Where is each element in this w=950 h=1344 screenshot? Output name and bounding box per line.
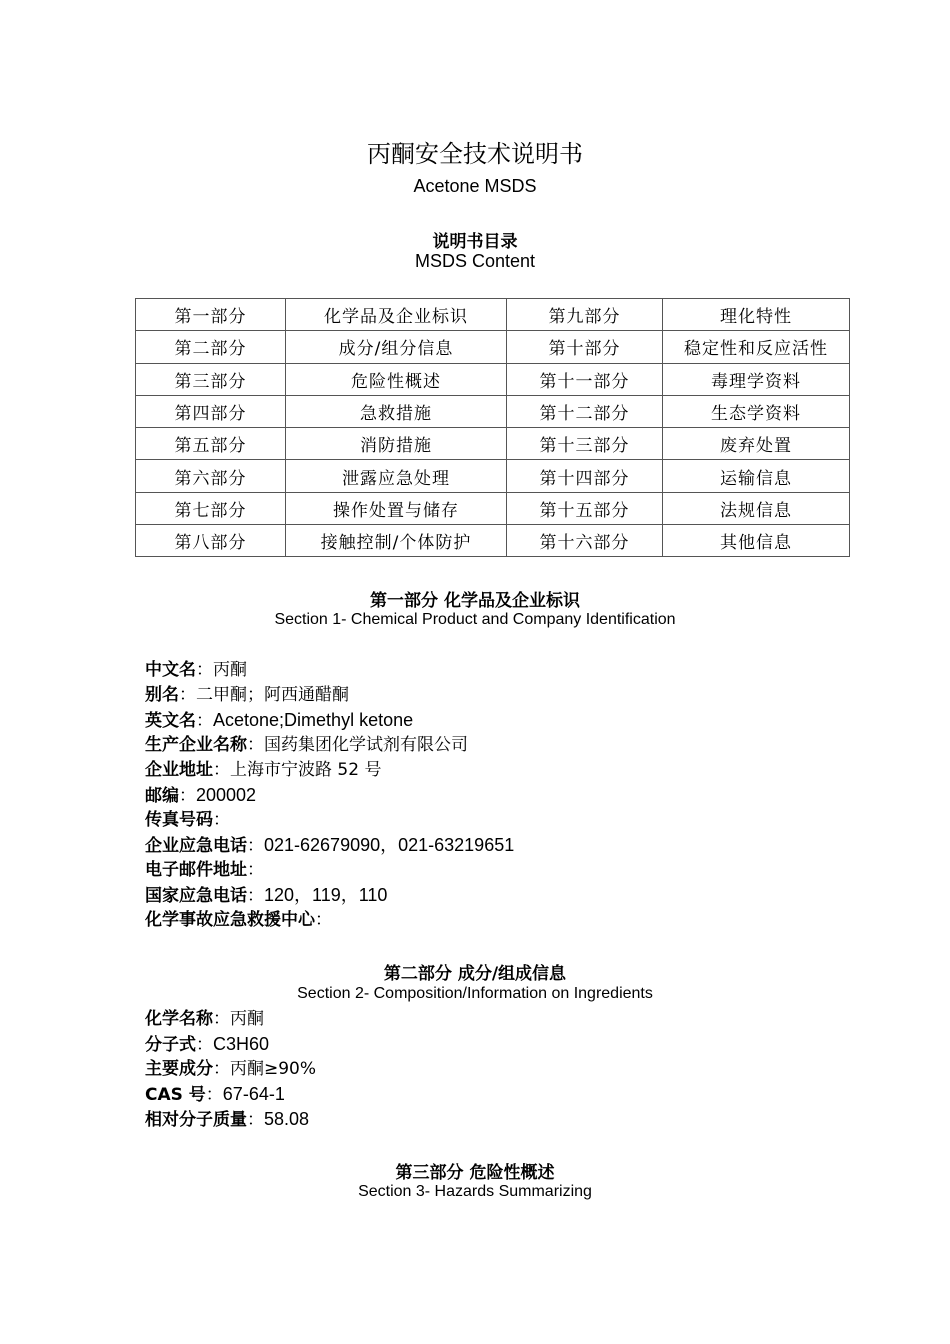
field-label: 企业应急电话 bbox=[145, 836, 247, 856]
toc-row bbox=[136, 299, 850, 331]
field-separator: ： bbox=[247, 860, 264, 880]
toc-row bbox=[136, 492, 850, 524]
field-value: 丙酮 bbox=[213, 660, 247, 680]
field-separator: ： bbox=[179, 685, 196, 705]
toc-row bbox=[136, 363, 850, 395]
field-separator: ： bbox=[205, 1085, 223, 1105]
field-separator: ： bbox=[179, 786, 196, 806]
field-separator: ： bbox=[213, 810, 230, 830]
field-label: 邮编 bbox=[145, 786, 179, 806]
toc-cell: 第十六部分 bbox=[507, 525, 663, 557]
section-2-title: 第二部分 成分/组成信息 bbox=[383, 964, 567, 984]
toc-row bbox=[136, 331, 850, 363]
toc-cell: 法规信息 bbox=[663, 492, 850, 524]
toc-cell: 第四部分 bbox=[136, 395, 286, 427]
field-value: 国药集团化学试剂有限公司 bbox=[264, 735, 468, 755]
field-separator: ： bbox=[315, 910, 332, 930]
field-row bbox=[145, 708, 514, 733]
field-label: 电子邮件地址 bbox=[145, 860, 247, 880]
toc-cell: 第十五部分 bbox=[507, 492, 663, 524]
section-3-title: 第三部分 危险性概述 bbox=[395, 1163, 555, 1183]
toc-cell: 其他信息 bbox=[663, 525, 850, 557]
toc-cell: 稳定性和反应活性 bbox=[663, 331, 850, 363]
toc-table bbox=[135, 298, 850, 557]
toc-cell: 消防措施 bbox=[286, 428, 507, 460]
field-row bbox=[145, 1107, 316, 1132]
toc-row bbox=[136, 428, 850, 460]
toc-cell: 生态学资料 bbox=[663, 395, 850, 427]
field-label: 主要成分 bbox=[145, 1059, 213, 1079]
field-label: 相对分子质量 bbox=[145, 1110, 247, 1130]
field-row bbox=[145, 1082, 316, 1107]
field-separator: ： bbox=[213, 1009, 230, 1029]
field-separator: ： bbox=[196, 660, 213, 680]
field-label: 化学名称 bbox=[145, 1009, 213, 1029]
toc-cell: 第十一部分 bbox=[507, 363, 663, 395]
field-row bbox=[145, 1057, 316, 1082]
toc-cell: 第九部分 bbox=[507, 299, 663, 331]
section-2-fields bbox=[145, 1007, 316, 1132]
field-separator: ： bbox=[247, 1110, 264, 1130]
field-separator: ： bbox=[247, 735, 264, 755]
field-value: 丙酮 bbox=[230, 1009, 264, 1029]
field-label: 分子式 bbox=[145, 1035, 196, 1055]
field-separator: ： bbox=[196, 1035, 213, 1055]
field-value: 上海市宁波路 52 号 bbox=[230, 760, 382, 780]
field-value: 58.08 bbox=[264, 1109, 310, 1129]
field-label: 化学事故应急救援中心 bbox=[145, 910, 315, 930]
field-label: 生产企业名称 bbox=[145, 735, 247, 755]
toc-cell: 化学品及企业标识 bbox=[286, 299, 507, 331]
field-row bbox=[145, 1032, 316, 1057]
field-value: 67-64-1 bbox=[222, 1084, 285, 1104]
toc-cell: 危险性概述 bbox=[286, 363, 507, 395]
toc-cell: 毒理学资料 bbox=[663, 363, 850, 395]
field-row bbox=[145, 883, 514, 908]
field-value: 120，119，110 bbox=[264, 885, 388, 905]
field-value: 二甲酮；阿西通醋酮 bbox=[196, 685, 349, 705]
toc-cell: 第五部分 bbox=[136, 428, 286, 460]
section-1-title-en: Section 1- Chemical Product and Company Identification bbox=[274, 611, 676, 628]
toc-cell: 第八部分 bbox=[136, 525, 286, 557]
toc-cell: 第十二部分 bbox=[507, 395, 663, 427]
section-1-fields bbox=[145, 658, 514, 933]
document-subtitle: Acetone MSDS bbox=[413, 176, 537, 196]
field-row bbox=[145, 758, 514, 783]
field-separator: ： bbox=[196, 711, 213, 731]
field-value: Acetone;Dimethyl ketone bbox=[213, 710, 414, 730]
field-value: 200002 bbox=[196, 785, 257, 805]
field-label: 企业地址 bbox=[145, 760, 213, 780]
toc-cell: 理化特性 bbox=[663, 299, 850, 331]
toc-cell: 急救措施 bbox=[286, 395, 507, 427]
toc-row bbox=[136, 460, 850, 492]
toc-cell: 运输信息 bbox=[663, 460, 850, 492]
field-row bbox=[145, 783, 514, 808]
field-separator: ： bbox=[247, 886, 264, 906]
toc-cell: 第七部分 bbox=[136, 492, 286, 524]
toc-cell: 第一部分 bbox=[136, 299, 286, 331]
field-row bbox=[145, 858, 514, 883]
field-row bbox=[145, 833, 514, 858]
field-value: 021-62679090，021-63219651 bbox=[264, 835, 515, 855]
toc-cell: 第十四部分 bbox=[507, 460, 663, 492]
field-label: 国家应急电话 bbox=[145, 886, 247, 906]
toc-row bbox=[136, 525, 850, 557]
document-title: 丙酮安全技术说明书 bbox=[367, 140, 583, 168]
field-label: CAS 号 bbox=[145, 1085, 206, 1105]
field-row bbox=[145, 658, 514, 683]
toc-cell: 第三部分 bbox=[136, 363, 286, 395]
field-row bbox=[145, 908, 514, 933]
field-label: 传真号码 bbox=[145, 810, 213, 830]
field-label: 英文名 bbox=[145, 711, 196, 731]
field-value: 丙酮≥90% bbox=[230, 1059, 317, 1079]
section-1-title: 第一部分 化学品及企业标识 bbox=[370, 591, 580, 611]
field-separator: ： bbox=[247, 836, 264, 856]
toc-cell: 泄露应急处理 bbox=[286, 460, 507, 492]
toc-cell: 成分/组分信息 bbox=[286, 331, 507, 363]
field-value: C3H60 bbox=[213, 1034, 270, 1054]
field-row bbox=[145, 1007, 316, 1032]
field-row bbox=[145, 733, 514, 758]
field-separator: ： bbox=[213, 760, 230, 780]
toc-cell: 第十三部分 bbox=[507, 428, 663, 460]
toc-row bbox=[136, 395, 850, 427]
field-label: 别名 bbox=[145, 685, 179, 705]
field-row bbox=[145, 683, 514, 708]
toc-heading: 说明书目录 bbox=[432, 232, 518, 252]
section-3-title-en: Section 3- Hazards Summarizing bbox=[358, 1183, 592, 1200]
toc-cell: 接触控制/个体防护 bbox=[286, 525, 507, 557]
field-row bbox=[145, 808, 514, 833]
toc-cell: 操作处置与储存 bbox=[286, 492, 507, 524]
toc-heading-en: MSDS Content bbox=[414, 251, 536, 271]
toc-cell: 第二部分 bbox=[136, 331, 286, 363]
toc-cell: 第十部分 bbox=[507, 331, 663, 363]
section-2-title-en: Section 2- Composition/Information on Ingredients bbox=[297, 985, 653, 1002]
toc-cell: 废弃处置 bbox=[663, 428, 850, 460]
field-label: 中文名 bbox=[145, 660, 196, 680]
toc-cell: 第六部分 bbox=[136, 460, 286, 492]
field-separator: ： bbox=[213, 1059, 230, 1079]
